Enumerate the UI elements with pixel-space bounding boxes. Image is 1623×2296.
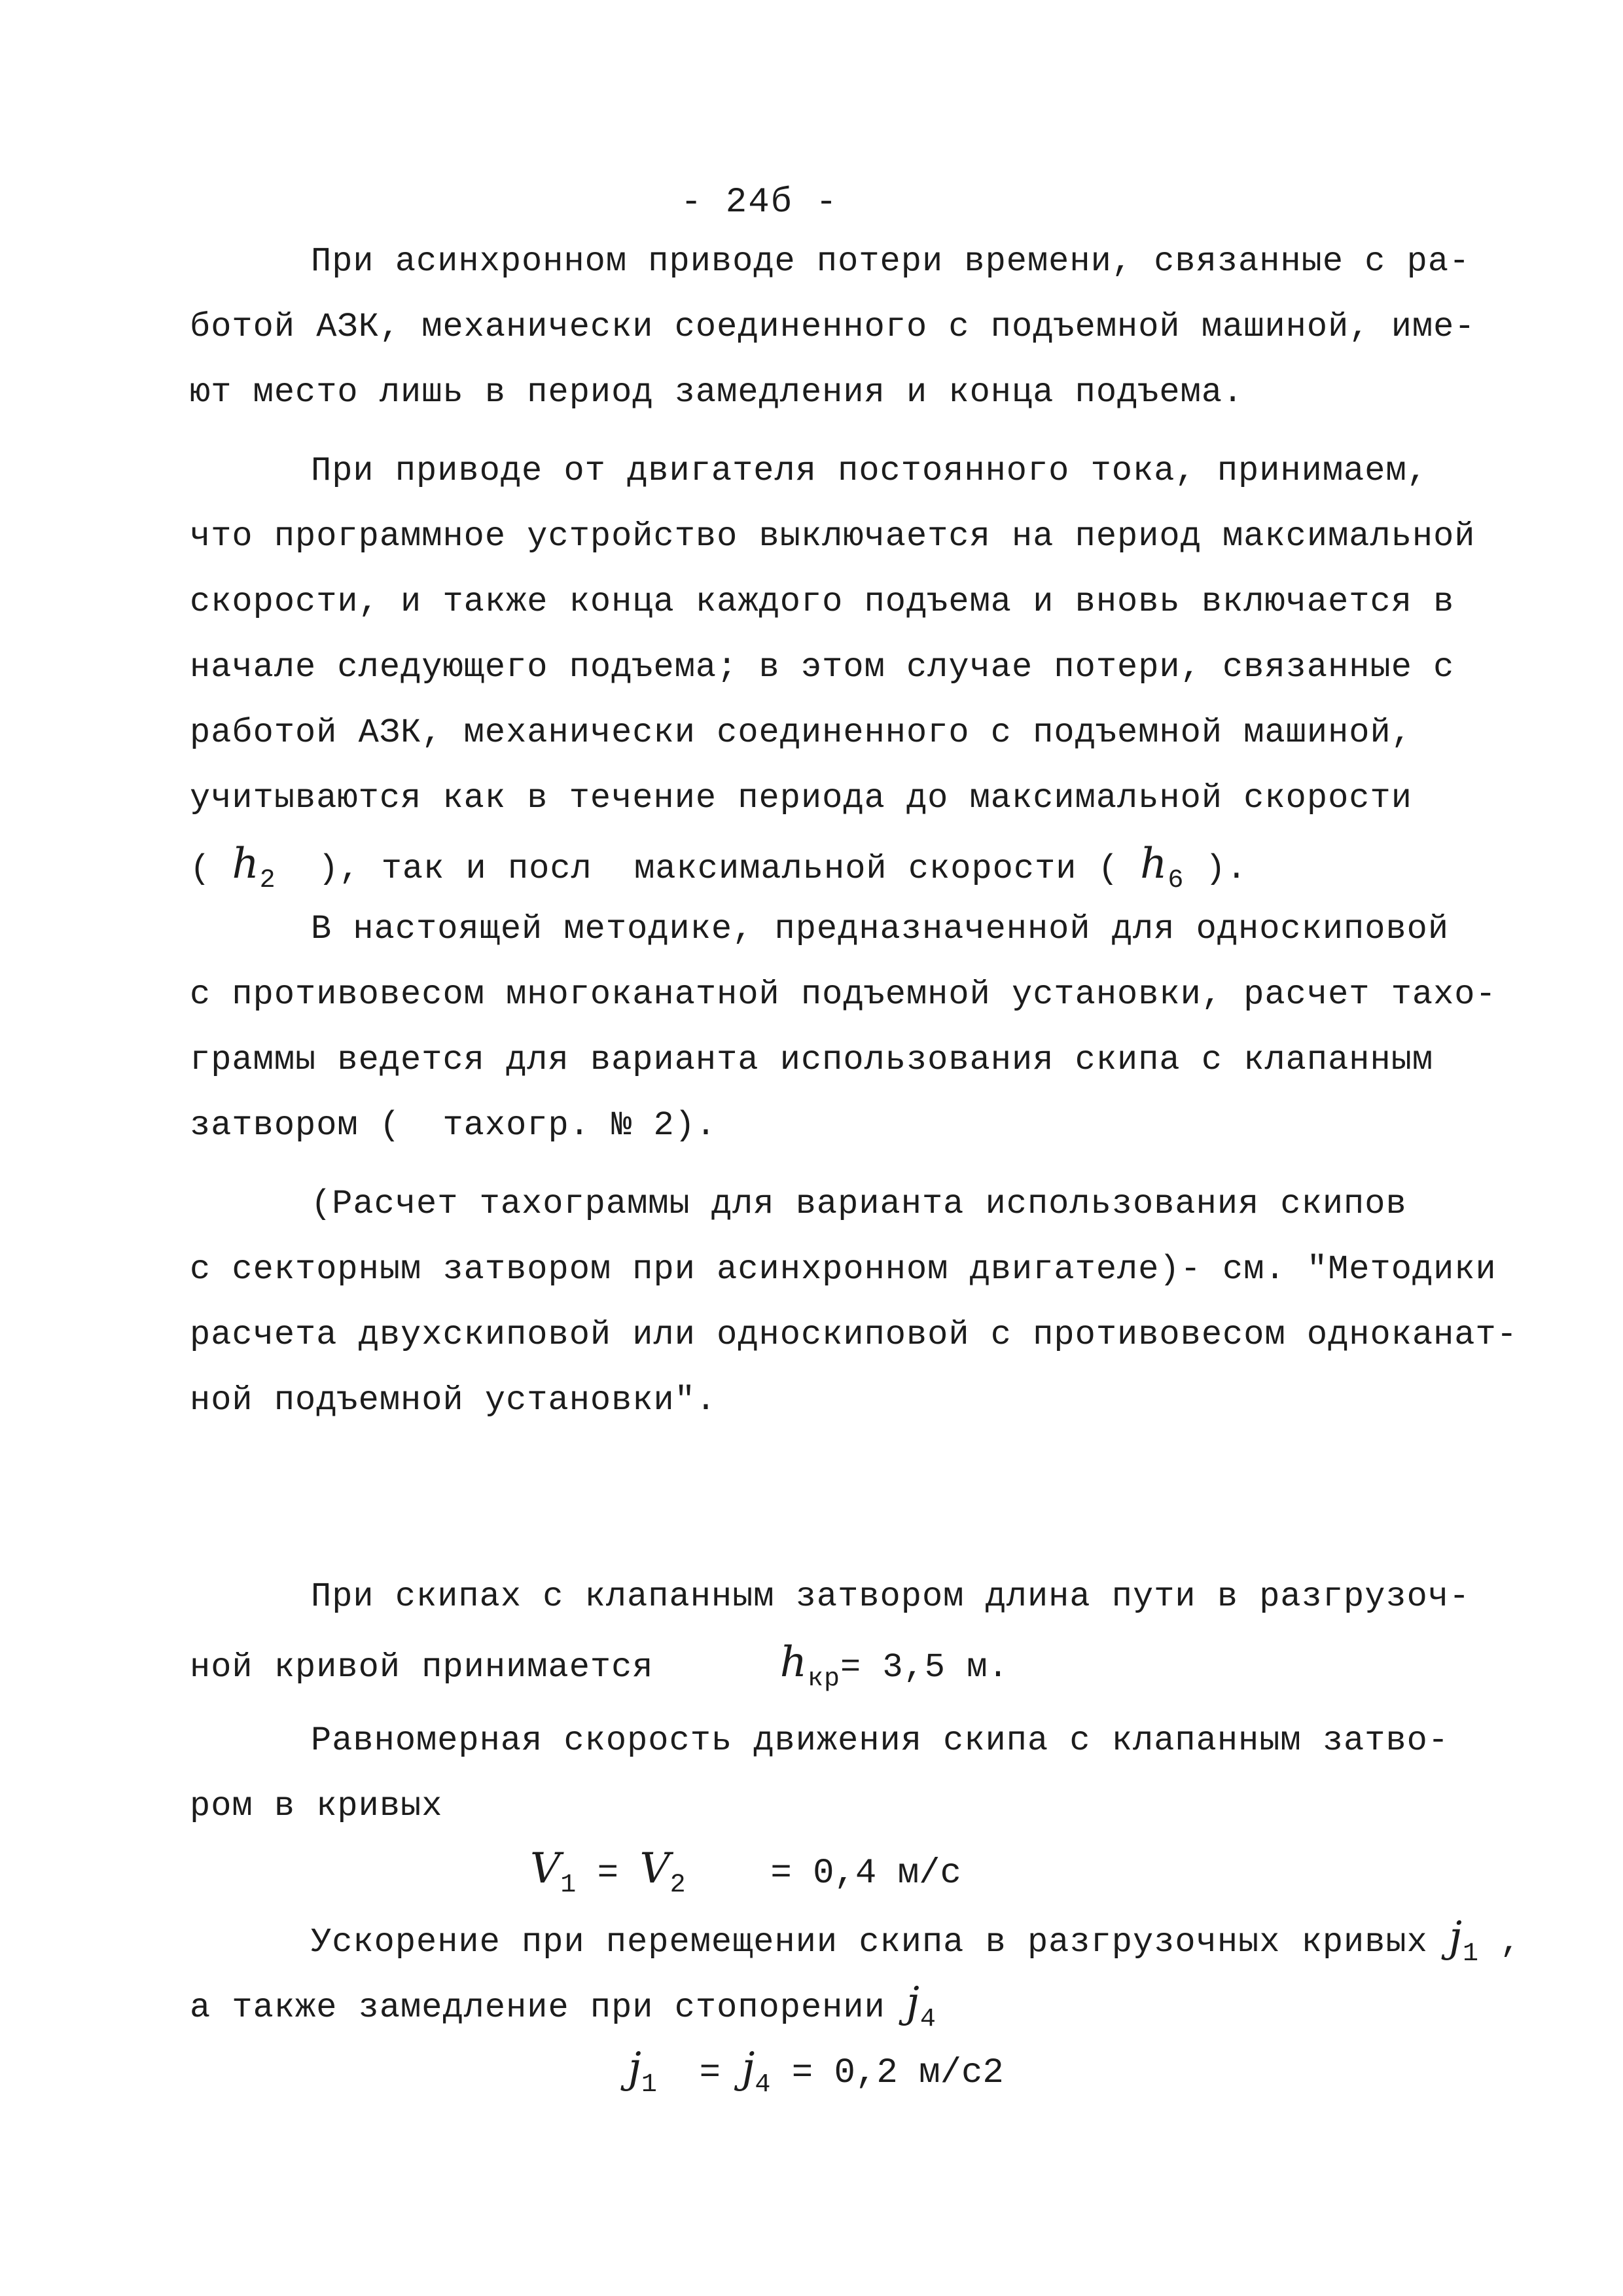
paragraph4-line3: расчета двухскиповой или односкиповой с противовесом одноканат- <box>190 1316 1518 1354</box>
j1-symbol: j <box>1449 1913 1463 1962</box>
paragraph1-line2: ботой АЗК, механически соединенного с подъемной машиной, име- <box>190 308 1476 346</box>
v2-symbol: V <box>639 1844 670 1893</box>
paragraph1-line3: ют место лишь в период замедления и конца подъема. <box>190 373 1244 412</box>
j1-subscript: 1 <box>1462 1939 1479 1969</box>
h-kr-value: = 3,5 м. <box>840 1648 1009 1687</box>
formula2-equals: = <box>699 2053 721 2093</box>
paragraph4-line2: с секторным затвором при асинхронном двигателе)- см. "Методики <box>190 1250 1497 1289</box>
paragraph5-line1: При скипах с клапанным затвором длина пути в разгрузоч- <box>311 1577 1471 1616</box>
paragraph5-line2 <box>190 1638 1009 1694</box>
h2-subscript: 2 <box>259 866 276 895</box>
acceleration-text: Ускорение при перемещении скипа в разгрузочных кривых <box>311 1923 1428 1962</box>
paragraph3-line3: граммы ведется для варианта использования скипа с клапанным <box>190 1041 1434 1079</box>
j4-symbol: j <box>906 1979 920 2027</box>
paragraph2-line1: При приводе от двигателя постоянного тока, принимаем, <box>311 452 1428 490</box>
paragraph7-line2 <box>190 1979 936 2034</box>
paragraph1-line1: При асинхронном приводе потери времени, связанные с ра- <box>311 242 1471 281</box>
j4-formula-subscript: 4 <box>755 2070 771 2100</box>
paragraph2-line7 <box>190 840 1247 895</box>
j4-subscript: 4 <box>919 2005 936 2034</box>
paragraph3-line2: с противовесом многоканатной подъемной установки, расчет тахо- <box>190 975 1497 1014</box>
j4-formula-symbol: j <box>741 2044 755 2092</box>
paragraph2-line5: работой АЗК, механически соединенного с подъемной машиной, <box>190 713 1412 752</box>
paragraph2-line3: скорости, и также конца каждого подъема и вновь включается в <box>190 583 1455 621</box>
v2-subscript: 2 <box>669 1871 686 1900</box>
j1-formula-symbol: j <box>628 2044 641 2092</box>
paragraph4-line1: (Расчет тахограммы для варианта использования скипов <box>311 1185 1407 1223</box>
paragraph2-line2: что программное устройство выключается на период максимальной <box>190 517 1476 556</box>
acceleration-formula <box>628 2045 1004 2099</box>
h2-symbol: h <box>232 840 260 888</box>
h6-subscript: 6 <box>1168 866 1185 895</box>
v1-symbol: V <box>530 1844 561 1893</box>
paragraph7-line1 <box>311 1913 1522 1969</box>
v1-subscript: 1 <box>560 1871 577 1900</box>
paragraph3-line4: затвором ( тахогр. № 2). <box>190 1106 717 1145</box>
paragraph3-line1: В настоящей методике, предназначенной для односкиповой <box>311 910 1450 948</box>
paragraph4-line4: ной подъемной установки". <box>190 1381 717 1420</box>
acceleration-value: = 0,2 м/с2 <box>791 2053 1004 2093</box>
h-kr-subscript: кр <box>807 1664 840 1694</box>
h6-symbol: h <box>1140 840 1168 888</box>
paragraph6-line1: Равномерная скорость движения скипа с клапанным затво- <box>311 1721 1450 1760</box>
paragraph6-line2: ром в кривых <box>190 1787 443 1825</box>
line7-middle-text: ), так и посл максимальной скорости ( <box>318 850 1119 888</box>
line1-comma: , <box>1500 1923 1522 1962</box>
page-number: - 24б - <box>681 183 838 223</box>
open-paren: ( <box>190 850 211 888</box>
deceleration-text: а также замедление при стопорении <box>190 1988 885 2027</box>
velocity-formula <box>530 1846 961 1899</box>
j1-formula-subscript: 1 <box>641 2070 657 2100</box>
paragraph2-line4: начале следующего подъема; в этом случае потери, связанные с <box>190 648 1455 687</box>
paragraph2-line6: учитываются как в течение периода до максимальной скорости <box>190 779 1412 817</box>
h-kr-symbol: h <box>779 1638 808 1687</box>
line2-text: ной кривой принимается <box>190 1648 654 1687</box>
close-paren: ). <box>1205 850 1247 888</box>
velocity-value: = 0,4 м/с <box>770 1854 961 1893</box>
formula1-equals: = <box>597 1854 619 1893</box>
